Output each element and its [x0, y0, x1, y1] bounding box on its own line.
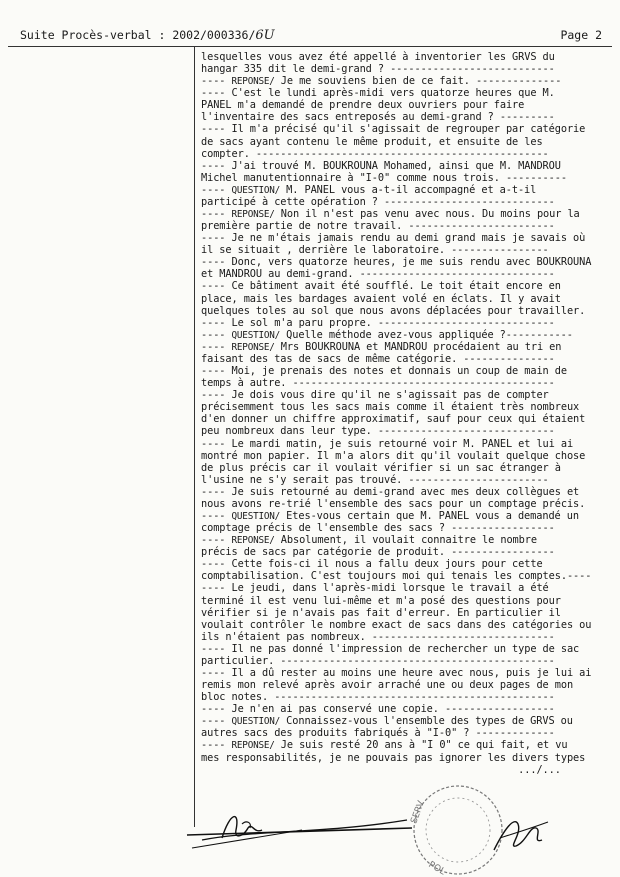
header-rule — [8, 46, 612, 47]
statement-line: Michel manutentionnaire à "I-0" comme nous trois. ---------- — [201, 171, 567, 184]
statement-line: et MANDROU au demi-grand. -------------------------------- — [201, 268, 555, 281]
statement-line: hangar 335 dit le demi-grand ? --------------------------- — [201, 63, 555, 76]
statement-line: mes responsabilités, je ne pouvais pas ignorer les divers types — [201, 751, 586, 764]
statement-line: ---- Le sol m'a paru propre. ----------------------------- — [201, 316, 555, 329]
statement-line: ---- J'ai trouvé M. BOUKROUNA Mohamed, ainsi que M. MANDROU — [201, 159, 561, 172]
keyword: REPONSE/ — [231, 209, 275, 221]
statement-line: ---- Je n'en ai pas conservé une copie. ------------------ — [201, 703, 555, 716]
keyword: QUESTION/ — [231, 329, 281, 341]
statement-line: précisemment tous les sacs mais comme il étaient très nombreux — [201, 401, 580, 414]
statement-line: place, mais les bardages avaient volé en éclats. Il y avait — [201, 292, 561, 305]
statement-line: temps à autre. ------------------------------------------- — [201, 377, 555, 390]
statement-line: autres sacs des produits fabriqués à "I-0" ? ------------- — [201, 727, 555, 740]
statement-line: compter. ------------------------------------------------ — [201, 147, 549, 160]
statement-line: ---- Il ne pas donné l'impression de rechercher un type de sac — [201, 642, 580, 655]
statement-line: de plus précis car il voulait vérifier si un sac étranger à — [201, 461, 561, 474]
statement-line: .../... — [201, 763, 561, 776]
signature-right — [486, 808, 556, 858]
statement-line: ---- Donc, vers quatorze heures, je me suis rendu avec BOUKROUNA — [201, 256, 592, 269]
statement-line: faisant des tas de sacs de même catégorie. --------------- — [201, 352, 555, 365]
statement-line: montré mon papier. Il m'a alors dit qu'il voulait quelque chose — [201, 449, 586, 462]
statement-line: précis de sacs par catégorie de produit. ----------------- — [201, 546, 555, 559]
keyword: QUESTION/ — [231, 716, 281, 728]
statement-line: ---- QUESTION/ M. PANEL vous a-t-il accompagné et a-t-il — [201, 183, 537, 196]
statement-line: particulier. --------------------------------------------- — [201, 654, 555, 667]
keyword: REPONSE/ — [231, 535, 275, 547]
keyword: REPONSE/ — [231, 740, 275, 752]
statement-line: l'usine ne s'y serait pas trouvé. ----------------------- — [201, 473, 549, 486]
statement-line: comptabilisation. C'est toujours moi qui tenais les comptes.---- — [201, 570, 592, 583]
statement-line: ---- Je suis retourné au demi-grand avec mes deux collègues et — [201, 485, 580, 498]
statement-line: ---- Le mardi matin, je suis retourné voir M. PANEL et lui ai — [201, 437, 574, 450]
statement-line: ---- REPONSE/ Absolument, il voulait connaitre le nombre — [201, 534, 537, 547]
statement-line: bloc notes. ---------------------------------------------- — [201, 691, 555, 704]
statement-line: participé à cette opération ? ---------------------------- — [201, 195, 555, 208]
statement-line: ---- Moi, je prenais des notes et donnais un coup de main de — [201, 365, 567, 378]
statement-body — [201, 51, 604, 776]
statement-line: ---- REPONSE/ Je me souviens bien de ce fait. -------------- — [201, 75, 562, 88]
statement-line: ---- Il a dû rester au moins une heure avec nous, puis je lui ai — [201, 666, 592, 679]
page-header — [20, 28, 602, 48]
statement-line: PANEL m'a demandé de prendre deux ouvriers pour faire — [201, 99, 525, 112]
keyword: REPONSE/ — [231, 341, 275, 353]
statement-line: ---- REPONSE/ Non il n'est pas venu avec nous. Du moins pour la — [201, 208, 580, 221]
statement-line: quelques toles au sol que nous avons déplacées pour travailler. — [201, 304, 586, 317]
statement-line: d'en donner un chiffre approximatif, sauf pour ceux qui étaient — [201, 413, 586, 426]
statement-line: ---- REPONSE/ Mrs BOUKROUNA et MANDROU procédaient au tri en — [201, 340, 562, 353]
statement-line: ---- Le jeudi, dans l'après-midi lorsque le travail a été — [201, 582, 549, 595]
margin-rule — [194, 47, 195, 827]
statement-line: comptage précis de l'ensemble des sacs ? ----------------- — [201, 522, 555, 535]
statement-line: ---- QUESTION/ Quelle méthode avez-vous appliquée ?----------- — [201, 328, 573, 341]
keyword: QUESTION/ — [231, 184, 281, 196]
statement-line: peu nombreux dans leur type. ----------------------------- — [201, 425, 555, 438]
svg-text:POL: POL — [426, 859, 447, 877]
statement-line: ---- Je ne m'étais jamais rendu au demi grand mais je savais où — [201, 232, 586, 245]
header-title — [20, 28, 275, 43]
statement-line: lesquelles vous avez été appellé à inventorier les GRVS du — [201, 51, 555, 63]
statement-line: terminé il est venu lui-même et m'a posé des questions pour — [201, 594, 561, 607]
statement-line: voulait contrôler le nombre exact de sacs dans des catégories ou — [201, 618, 592, 631]
signature-left — [182, 800, 422, 860]
statement-line: remis mon relevé après avoir arraché une ou deux pages de mon — [201, 679, 574, 692]
svg-text:SERV: SERV — [409, 799, 427, 826]
statement-line: ils n'étaient pas nombreux. ------------------------------ — [201, 630, 555, 643]
keyword: QUESTION/ — [231, 510, 281, 522]
statement-line: ---- Il m'a précisé qu'il s'agissait de regrouper par catégorie — [201, 123, 586, 136]
statement-line: ---- Je dois vous dire qu'il ne s'agissait pas de compter — [201, 389, 549, 402]
statement-line: première partie de notre travail. ------------------------ — [201, 220, 555, 233]
statement-line: ---- QUESTION/ Etes-vous certain que M. PANEL vous a demandé un — [201, 509, 579, 522]
statement-line: l'inventaire des sacs entreposés au demi-grand ? --------- — [201, 111, 555, 124]
keyword: REPONSE/ — [231, 76, 275, 88]
statement-line: ---- Cette fois-ci il nous a fallu deux jours pour cette — [201, 558, 543, 571]
statement-line: ---- C'est le lundi après-midi vers quatorze heures que M. — [201, 87, 555, 100]
statement-line: ---- REPONSE/ Je suis resté 20 ans à "I 0" ce qui fait, et vu — [201, 739, 568, 752]
statement-line: il se situait , derrière le laboratoire. ---------------- — [201, 244, 549, 257]
page-number: Page 2 — [560, 28, 602, 42]
handwritten-record-number: 6U — [255, 28, 275, 43]
statement-line: vérifier si je n'avais pas fait d'erreur. En particulier il — [201, 606, 561, 619]
header-title-text: Suite Procès-verbal : 2002/000336/ — [20, 28, 256, 42]
statement-line: de sacs ayant contenu le même produit, et ensuite de les — [201, 135, 543, 148]
statement-line: nous avons re-trié l'ensemble des sacs pour un comptage précis. — [201, 497, 586, 510]
statement-line: ---- Ce bâtiment avait été soufflé. Le toit était encore en — [201, 280, 561, 293]
statement-line: ---- QUESTION/ Connaissez-vous l'ensemble des types de GRVS ou — [201, 715, 573, 728]
